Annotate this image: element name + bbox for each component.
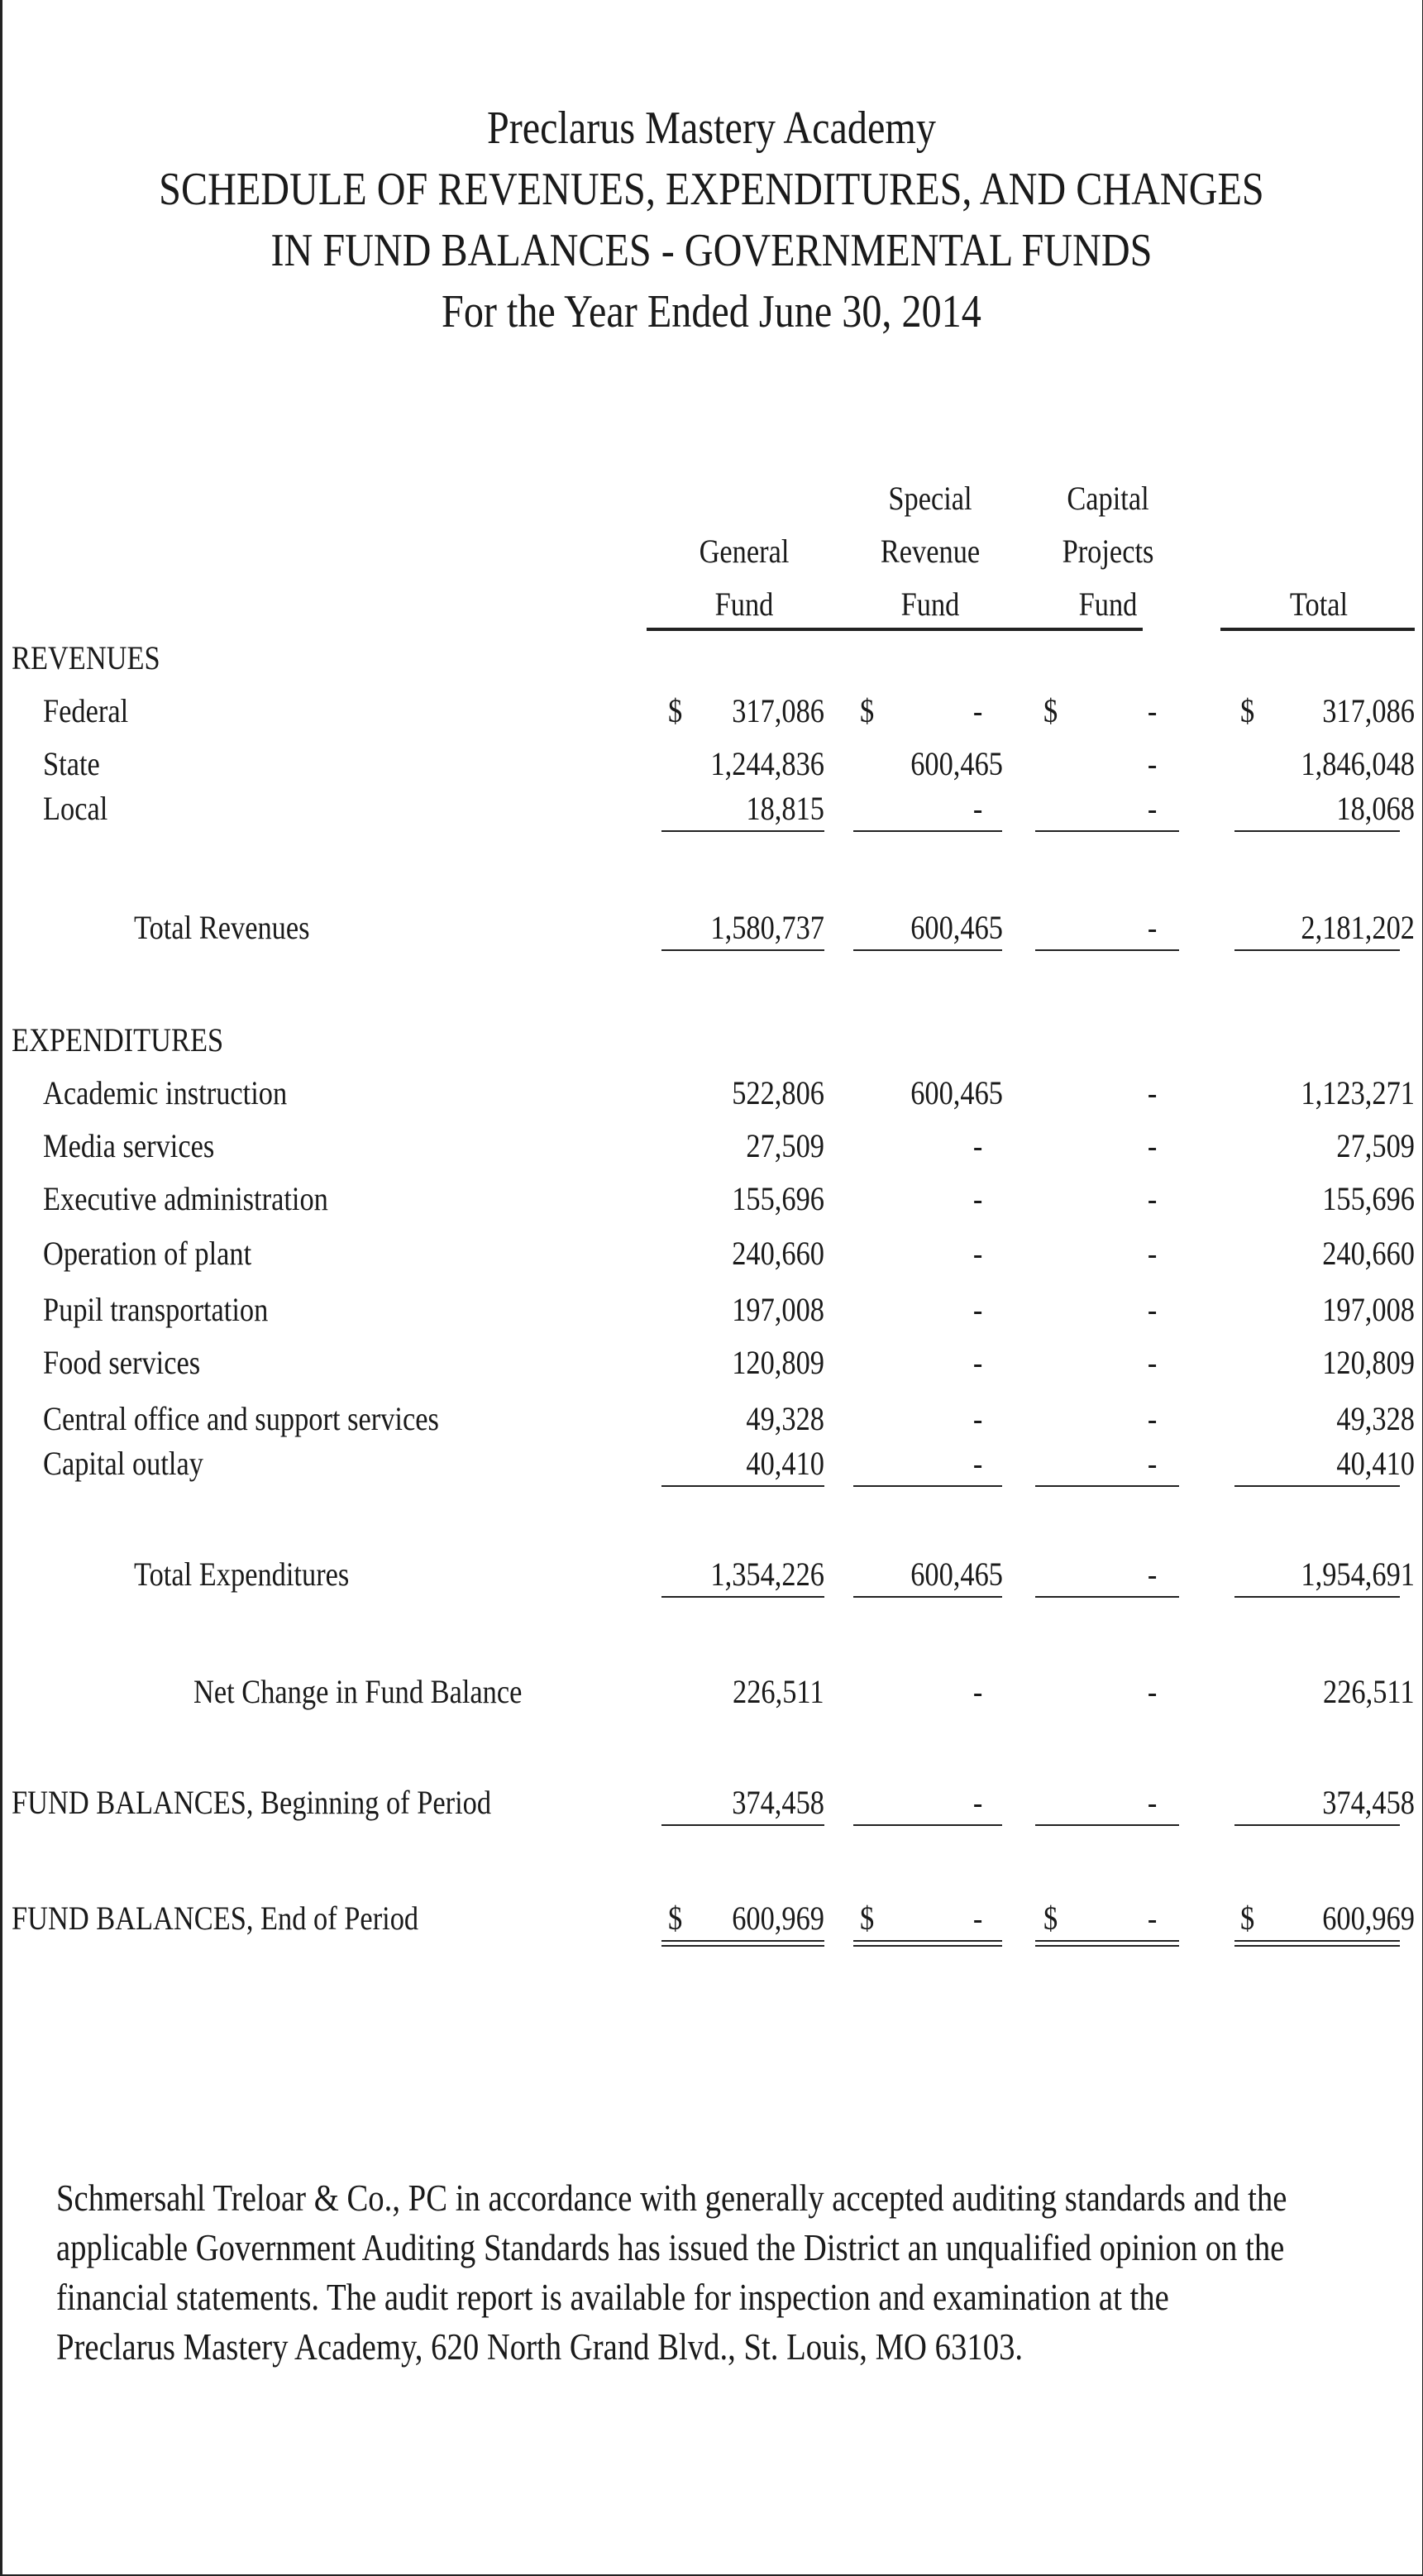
- cell-total: 49,328: [1336, 1400, 1415, 1437]
- cell-general: 120,809: [732, 1344, 824, 1381]
- subtotal-rule-total: [1234, 830, 1400, 832]
- cell-total: 317,086: [1322, 692, 1415, 729]
- cell-capital: -: [1147, 1291, 1157, 1328]
- row-label: Capital outlay: [43, 1445, 203, 1482]
- header-underline-funds: [647, 628, 1143, 631]
- cell-total: 155,696: [1322, 1180, 1415, 1217]
- cell-special: -: [972, 1235, 982, 1272]
- total-rule-special: [853, 949, 1002, 951]
- cell-total: 197,008: [1322, 1291, 1415, 1328]
- cell-general: 240,660: [732, 1235, 824, 1272]
- cell-capital: -: [1147, 1180, 1157, 1217]
- cell-general: 374,458: [732, 1784, 824, 1821]
- cell-special: -: [972, 692, 982, 729]
- ending-double-rule-total: [1234, 1940, 1400, 1947]
- cell-general: 197,008: [732, 1291, 824, 1328]
- col-special-header-line-3: Fund: [900, 585, 960, 623]
- currency-symbol: $: [1043, 692, 1058, 729]
- organization-name: Preclarus Mastery Academy: [486, 103, 936, 154]
- beginning-rule-capital: [1035, 1824, 1179, 1826]
- cell-special: -: [972, 1344, 982, 1381]
- cell-special: -: [972, 1900, 982, 1937]
- col-special-header-line-2: Revenue: [880, 533, 981, 570]
- cell-total: 226,511: [1323, 1673, 1415, 1710]
- subtotal-rule-total: [1234, 1485, 1400, 1487]
- row-label: Food services: [43, 1344, 201, 1381]
- cell-total: 240,660: [1322, 1235, 1415, 1272]
- subtotal-rule-special: [853, 830, 1002, 832]
- cell-capital: -: [1147, 1400, 1157, 1437]
- col-capital-header-line-2: Projects: [1062, 533, 1154, 570]
- cell-capital: -: [1147, 1344, 1157, 1381]
- cell-total: 40,410: [1336, 1445, 1415, 1482]
- total-rule-general: [661, 1596, 824, 1598]
- cell-general: 18,815: [746, 790, 824, 827]
- total-rule-total: [1234, 1596, 1400, 1598]
- cell-capital: -: [1147, 909, 1157, 946]
- footnote-line: Schmersahl Treloar & Co., PC in accordance with generally accepted auditing standards and the: [56, 2177, 1287, 2219]
- total-rule-capital: [1035, 949, 1179, 951]
- cell-total: 1,954,691: [1301, 1556, 1415, 1593]
- cell-capital: -: [1147, 1074, 1157, 1111]
- row-label: Total Expenditures: [134, 1556, 350, 1593]
- report-period: For the Year Ended June 30, 2014: [442, 286, 981, 337]
- currency-symbol: $: [1240, 1900, 1255, 1937]
- cell-capital: -: [1147, 1235, 1157, 1272]
- header-underline-total: [1220, 628, 1415, 631]
- cell-general: 40,410: [746, 1445, 824, 1482]
- footnote-line: applicable Government Auditing Standards has issued the District an unqualified opinion on the: [56, 2227, 1285, 2268]
- cell-special: -: [972, 1673, 982, 1710]
- cell-total: 1,846,048: [1301, 745, 1415, 782]
- beginning-rule-total: [1234, 1824, 1400, 1826]
- currency-symbol: $: [860, 1900, 875, 1937]
- subtotal-rule-capital: [1035, 1485, 1179, 1487]
- total-rule-total: [1234, 949, 1400, 951]
- subtotal-rule-special: [853, 1485, 1002, 1487]
- cell-special: -: [972, 1180, 982, 1217]
- beginning-rule-special: [853, 1824, 1002, 1826]
- cell-special: -: [972, 1784, 982, 1821]
- cell-capital: -: [1147, 1673, 1157, 1710]
- cell-general: 1,244,836: [710, 745, 824, 782]
- ending-double-rule-general: [661, 1940, 824, 1947]
- cell-total: 2,181,202: [1301, 909, 1415, 946]
- footnote-line: financial statements. The audit report is available for inspection and examination at the: [56, 2277, 1169, 2318]
- currency-symbol: $: [668, 692, 683, 729]
- row-label: Net Change in Fund Balance: [193, 1673, 523, 1710]
- report-title-line-1: SCHEDULE OF REVENUES, EXPENDITURES, AND CHANGES: [159, 164, 1264, 215]
- col-special-header-line-1: Special: [888, 480, 972, 517]
- row-label: Operation of plant: [43, 1235, 252, 1272]
- cell-capital: -: [1147, 1784, 1157, 1821]
- row-label: Academic instruction: [43, 1074, 288, 1111]
- cell-total: 18,068: [1336, 790, 1415, 827]
- cell-general: 600,969: [732, 1900, 824, 1937]
- cell-special: -: [972, 1291, 982, 1328]
- cell-special: -: [972, 1127, 982, 1164]
- report-title-line-2: IN FUND BALANCES - GOVERNMENTAL FUNDS: [270, 225, 1153, 276]
- revenues-heading: REVENUES: [12, 639, 160, 676]
- audit-footnote: [56, 2173, 1407, 2372]
- row-label: State: [43, 745, 100, 782]
- row-label: Pupil transportation: [43, 1291, 269, 1328]
- report-title-block: [99, 98, 1323, 342]
- total-rule-general: [661, 949, 824, 951]
- row-label: Total Revenues: [134, 909, 310, 946]
- footnote-line: Preclarus Mastery Academy, 620 North Grand Blvd., St. Louis, MO 63103.: [56, 2326, 1024, 2368]
- subtotal-rule-capital: [1035, 830, 1179, 832]
- cell-capital: -: [1147, 1127, 1157, 1164]
- subtotal-rule-general: [661, 1485, 824, 1487]
- col-general-header-line-2: Fund: [714, 585, 774, 623]
- cell-general: 155,696: [732, 1180, 824, 1217]
- cell-capital: -: [1147, 1556, 1157, 1593]
- cell-capital: -: [1147, 1900, 1157, 1937]
- cell-total: 374,458: [1322, 1784, 1415, 1821]
- cell-general: 1,354,226: [710, 1556, 824, 1593]
- cell-general: 317,086: [732, 692, 824, 729]
- cell-general: 27,509: [746, 1127, 824, 1164]
- cell-capital: -: [1147, 692, 1157, 729]
- cell-special: -: [972, 790, 982, 827]
- cell-special: 600,465: [910, 745, 1003, 782]
- ending-double-rule-special: [853, 1940, 1002, 1947]
- cell-special: -: [972, 1445, 982, 1482]
- cell-general: 49,328: [746, 1400, 824, 1437]
- cell-general: 226,511: [733, 1673, 824, 1710]
- col-general-header-line-1: General: [699, 533, 790, 570]
- row-label: Central office and support services: [43, 1400, 439, 1437]
- row-label: Executive administration: [43, 1180, 328, 1217]
- col-capital-header-line-3: Fund: [1078, 585, 1138, 623]
- subtotal-rule-general: [661, 830, 824, 832]
- col-total-header: Total: [1289, 585, 1349, 623]
- row-label: Federal: [43, 692, 129, 729]
- cell-special: 600,465: [910, 1074, 1003, 1111]
- cell-general: 522,806: [732, 1074, 824, 1111]
- cell-total: 120,809: [1322, 1344, 1415, 1381]
- col-capital-header-line-1: Capital: [1067, 480, 1149, 517]
- cell-capital: -: [1147, 745, 1157, 782]
- total-rule-special: [853, 1596, 1002, 1598]
- row-label: FUND BALANCES, Beginning of Period: [12, 1784, 492, 1821]
- currency-symbol: $: [668, 1900, 683, 1937]
- total-rule-capital: [1035, 1596, 1179, 1598]
- cell-capital: -: [1147, 790, 1157, 827]
- cell-total: 600,969: [1322, 1900, 1415, 1937]
- cell-total: 27,509: [1336, 1127, 1415, 1164]
- row-label: Local: [43, 790, 108, 827]
- cell-total: 1,123,271: [1301, 1074, 1415, 1111]
- cell-general: 1,580,737: [710, 909, 824, 946]
- cell-special: 600,465: [910, 909, 1003, 946]
- expenditures-heading: EXPENDITURES: [12, 1021, 224, 1059]
- currency-symbol: $: [1240, 692, 1255, 729]
- beginning-rule-general: [661, 1824, 824, 1826]
- currency-symbol: $: [1043, 1900, 1058, 1937]
- cell-special: 600,465: [910, 1556, 1003, 1593]
- currency-symbol: $: [860, 692, 875, 729]
- cell-capital: -: [1147, 1445, 1157, 1482]
- ending-double-rule-capital: [1035, 1940, 1179, 1947]
- cell-special: -: [972, 1400, 982, 1437]
- row-label: FUND BALANCES, End of Period: [12, 1900, 419, 1937]
- row-label: Media services: [43, 1127, 215, 1164]
